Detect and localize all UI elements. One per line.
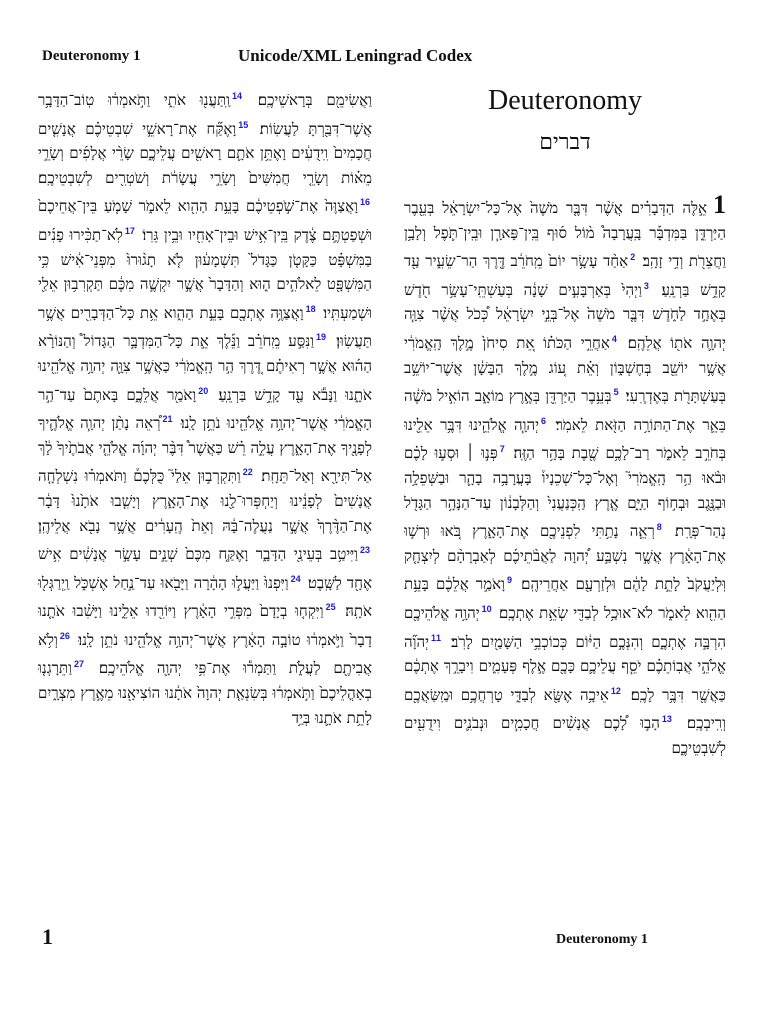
verse-number: 2 <box>630 252 636 263</box>
verse-number: 24 <box>290 573 301 584</box>
verse-number: 8 <box>656 522 662 533</box>
verse-text: פְּנ֣וּ ׀ וּסְע֣וּ לָכֶ֗ם וּבֹ֨אוּ הַ֥ר הָֽאֱמֹרִי֮ וְאֶל־כָּל־שְׁכֵנָיו֒ בָּעֲרָבָ֥ה בָהָ֛ר וּבַשְּׁפֵלָ֥ה וּבַנֶּ֖גֶב וּבְח֣וֹף הַיָּ֑ם אֶ֤רֶץ הַֽכְּנַעֲנִי֙ וְהַלְּבָנ֔וֹן עַד־הַנָּהָ֥ר הַגָּדֹ֖ל נְהַר־פְּרָֽת׃ <box>404 444 726 541</box>
verse-number: 23 <box>359 545 370 556</box>
verse-number: 10 <box>481 603 492 614</box>
verse-number: 5 <box>613 387 619 398</box>
book-title-english: Deuteronomy <box>488 85 642 116</box>
verse-text: וְלֹ֥א אֲבִיתֶ֖ם לַעֲלֹ֑ת וַתַּמְר֕וּ אֶת־פִּ֥י יְהוָ֖ה אֱלֹהֵיכֶֽם׃ <box>38 630 372 678</box>
verse-text: אַחֲרֵ֣י הַכֹּת֗וֹ אֵ֚ת סִיחֹן֙ מֶ֣לֶךְ הָֽאֱמֹרִ֔י אֲשֶׁ֥ר יוֹשֵׁ֖ב בְּחֶשְׁבּ֑וֹן וְאֵ֗ת ע֚וֹג מֶ֣לֶךְ הַבָּשָׁ֔ן אֲשֶׁר־יוֹשֵׁ֥ב בְּעַשְׁתָּרֹ֖ת בְּאֶדְרֶֽעִי׃ <box>404 333 726 406</box>
verse-text: וַתֵּרָגְנ֤וּ בְאָהֳלֵיכֶם֙ וַתֹּ֣אמְר֔וּ בְּשִׂנְאַ֤ת יְהוָה֙ אֹתָ֔נוּ הוֹצִיאָ֖נוּ מֵאֶ֣רֶץ מִצְרָ֑יִם לָתֵ֥ת אֹתָ֛נוּ בְּיַ֥ד <box>38 659 372 727</box>
running-header-codex: Unicode/XML Leningrad Codex <box>238 46 473 65</box>
verse-text: וַנִּסַּ֣ע מֵֽחֹרֵ֗ב וַנֵּ֡לֶךְ אֵ֣ת כָּל־הַמִּדְבָּ֣ר הַגָּדוֹל֩ וְהַנּוֹרָ֨א הַה֜וּא אֲשֶׁ֣ר רְאִיתֶ֗ם דֶּ֚רֶךְ הַ֣ר הָֽאֱמֹרִ֔י כַּאֲשֶׁ֥ר צִוָּ֛ה יְהוָ֥ה אֱלֹהֵ֖ינוּ אֹתָ֑נוּ וַנָּבֹ֕א עַ֖ד קָדֵ֥שׁ בַּרְנֵֽעַ׃ <box>38 332 372 404</box>
verse-text: וַיִּפְנוּ֙ וַיַּעֲל֣וּ הָהָ֔רָה וַיָּבֹ֖אוּ עַד־נַ֣חַל אֶשְׁכֹּ֑ל וַֽיְרַגְּל֖וּ אֹתָֽהּ׃ <box>38 573 372 621</box>
chapter-number: 1 <box>713 190 726 219</box>
verse-text: וָאֲצַוֶּ֥ה אֶתְכֶ֖ם בָּעֵ֣ת הַהִ֑וא אֵ֥ת כָּל־הַדְּבָרִ֖ים אֲשֶׁ֥ר תַּעֲשֽׂוּן׃ <box>38 303 372 351</box>
verse-number: 16 <box>359 197 370 208</box>
running-header-book: Deuteronomy 1 <box>42 48 141 64</box>
verse-number: 21 <box>162 414 173 425</box>
verse-number: 4 <box>611 333 617 344</box>
verse-number: 19 <box>316 332 327 343</box>
verse-text: הָב֣וּ לָ֠כֶם אֲנָשִׁ֨ים חֲכָמִ֧ים וּנְבֹנִ֛ים וִידֻעִ֖ים לְשִׁבְטֵיכֶ֑ם <box>404 714 726 757</box>
verse-text: רְאֵ֛ה נָתַ֥תִּי לִפְנֵיכֶ֖ם אֶת־הָאָ֑רֶץ בֹּ֚אוּ וּרְשׁ֣וּ אֶת־הָאָ֔רֶץ אֲשֶׁ֣ר נִשְׁבַּ֣ע יְ֠הוָה לַאֲבֹ֨תֵיכֶ֜ם לְאַבְרָהָ֨ם לְיִצְחָ֤ק וּֽלְיַעֲקֹב֙ לָתֵ֣ת לָהֶ֔ם וּלְזַרְעָ֖ם אַחֲרֵיהֶֽם׃ <box>404 522 726 594</box>
verse-text: רְ֠אֵה נָתַ֨ן יְהוָ֧ה אֱלֹהֶ֛יךָ לְפָנֶ֖יךָ אֶת־הָאָ֑רֶץ עֲלֵ֣ה רֵ֗שׁ כַּאֲשֶׁר֩ דִּבֶּ֨ר יְהוָ֜ה אֱלֹהֵ֤י אֲבֹתֶ֙יךָ֙ לָ֔ךְ אַל־תִּירָ֖א וְאַל־תֵּחָֽת׃ <box>38 414 372 486</box>
verse-number: 27 <box>74 659 85 670</box>
verse-number: 9 <box>506 575 512 586</box>
text-column-right <box>404 190 726 760</box>
verse-number: 18 <box>305 303 316 314</box>
book-title-hebrew: דברים <box>539 130 591 155</box>
verse-number: 12 <box>610 685 621 696</box>
verse-text: וַיִּקְח֤וּ בְיָדָם֙ מִפְּרִ֣י הָאָ֔רֶץ וַיּוֹרִ֖דוּ אֵלֵ֑ינוּ וַיָּשִׁ֨בוּ אֹתָ֤נוּ דָבָר֙ וַיֹּ֣אמְר֔וּ טוֹבָ֣ה הָאָ֔רֶץ אֲשֶׁר־יְהוָ֥ה אֱלֹהֵ֖ינוּ נֹתֵ֥ן לָֽנוּ׃ <box>38 602 372 649</box>
verse-number: 15 <box>238 119 249 130</box>
verse-text: וָאֹמַ֣ר אֲלֵכֶ֔ם בָּעֵ֥ת הַהִ֖וא לֵאמֹ֑ר לֹא־אוּכַ֥ל לְבַדִּ֖י שְׂאֵ֥ת אֶתְכֶֽם׃ <box>404 575 726 622</box>
verse-text: יְהוָ֧ה אֱלֹהֵ֛ינוּ דִּבֶּ֥ר אֵלֵ֖ינוּ בְּחֹרֵ֣ב לֵאמֹ֑ר רַב־לָכֶ֥ם שֶׁ֖בֶת בָּהָ֥ר הַזֶּֽה׃ <box>404 415 726 463</box>
page-number: 1 <box>42 924 53 949</box>
verse-text: אַחַ֨ד עָשָׂ֥ר יוֹם֙ מֵֽחֹרֵ֔ב דֶּ֖רֶךְ הַר־שֵׂעִ֑יר עַ֖ד קָדֵ֥שׁ בַּרְנֵֽעַ׃ <box>404 252 726 299</box>
verse-number: 26 <box>59 630 70 641</box>
verse-text: אֵ֣לֶּה הַדְּבָרִ֗ים אֲשֶׁ֨ר דִּבֶּ֤ר מֹשֶׁה֙ אֶל־כָּל־יִשְׂרָאֵ֔ל בְּעֵ֖בֶר הַיַּרְדֵּ֑ן בַּמִּדְבָּ֡ר בָּֽעֲרָבָה֩ מ֨וֹל ס֜וּף בֵּֽין־פָּארָ֧ן וּבֵֽין־תֹּ֛פֶל וְלָבָ֥ן וַחֲצֵרֹ֖ת וְדִ֥י זָהָֽב׃ <box>404 199 726 271</box>
verse-number: 13 <box>661 714 672 725</box>
verse-text: וַיִּיטַ֥ב בְּעֵינַ֖י הַדָּבָ֑ר וָאֶקַּ֤ח מִכֶּם֙ שְׁנֵ֣ים עָשָׂ֣ר אֲנָשִׁ֔ים אִ֥ישׁ אֶחָ֖ד לַשָּֽׁבֶט׃ <box>38 545 372 592</box>
running-footer-book: Deuteronomy 1 <box>556 932 648 947</box>
verse-text: יְהוָ֞ה אֱלֹהֵ֣י אֲבֽוֹתֵכֶ֗ם יֹסֵ֧ף עֲלֵיכֶ֛ם כָּכֶ֖ם אֶ֣לֶף פְּעָמִ֑ים וִיבָרֵ֣ךְ אֶתְכֶ֔ם כַּאֲשֶׁ֖ר דִּבֶּ֥ר לָכֶֽם׃ <box>404 632 726 704</box>
verse-text: יְהוָ֥ה אֱלֹהֵיכֶ֖ם הִרְבָּ֣ה אֶתְכֶ֑ם וְהִנְּכֶ֣ם הַיּ֔וֹם כְּכוֹכְבֵ֥י הַשָּׁמַ֖יִם לָרֹֽב׃ <box>404 603 726 651</box>
verse-number: 6 <box>541 415 547 426</box>
verse-number: 11 <box>431 632 442 643</box>
verse-text: וַֽתַּעֲנ֖וּ אֹתִ֑י וַתֹּ֣אמְר֔וּ טֽוֹב־הַדָּבָ֥ר אֲשֶׁר־דִּבַּ֖רְתָּ לַעֲשֽׂוֹת׃ <box>38 91 372 138</box>
verse-number: 14 <box>231 91 242 101</box>
verse-number: 22 <box>242 467 253 478</box>
verse-number: 3 <box>643 280 649 291</box>
verse-text: וַאֲשִׂימֵ֖ם בְּרָאשֵׁיכֶֽם׃ <box>257 91 372 109</box>
verse-text: בְּעֵ֥בֶר הַיַּרְדֵּ֖ן בְּאֶ֣רֶץ מוֹאָ֑ב הוֹאִ֣יל מֹשֶׁ֔ה בֵּאֵ֛ר אֶת־הַתּוֹרָ֥ה הַזֹּ֖את לֵאמֹֽר׃ <box>404 387 726 434</box>
verse-number: 20 <box>198 385 209 396</box>
verse-text: אֵיכָ֥ה אֶשָּׂ֖א לְבַדִּ֑י טָרְחֲכֶ֥ם וּמַֽשַּׂאֲכֶ֖ם וְרִֽיבְכֶֽם׃ <box>404 685 726 733</box>
verse-text: וַתִּקְרְב֣וּן אֵלַי֮ כֻּלְּכֶם֒ וַתֹּאמְר֗וּ נִשְׁלְחָ֤ה אֲנָשִׁים֙ לְפָנֵ֔ינוּ וְיַחְפְּרוּ־לָ֖נוּ אֶת־הָאָ֑רֶץ וְיָשִׁ֤בוּ אֹתָ֙נוּ֙ דָּבָ֔ר אֶת־הַדֶּ֨רֶךְ֙ אֲשֶׁ֣ר נַעֲלֶה־בָּ֔הּ וְאֵת֙ הֶֽעָרִ֔ים אֲשֶׁ֥ר נָבֹ֖א אֲלֵיהֶֽן׃ <box>38 467 372 535</box>
verse-text: וָאֶקַּ֞ח אֶת־רָאשֵׁ֣י שִׁבְטֵיכֶ֗ם אֲנָשִׁ֤ים חֲכָמִים֙ וִֽידֻעִ֔ים וָאֶתֵּ֥ן אֹתָ֛ם רָאשִׁ֖ים עֲלֵיכֶ֑ם שָׂרֵ֨י אֲלָפִ֜ים וְשָׂרֵ֣י מֵא֗וֹת וְשָׂרֵ֤י חֲמִשִּׁים֙ וְשָׂרֵ֣י עֲשָׂרֹ֔ת וְשֹׁטְרִ֖ים לְשִׁבְטֵיכֶֽם׃ <box>38 119 372 187</box>
verse-text: וָאֹמַ֖ר אֲלֵכֶ֑ם בָּאתֶם֙ עַד־הַ֣ר הָאֱמֹרִ֔י אֲשֶׁר־יְהוָ֥ה אֱלֹהֵ֖ינוּ נֹתֵ֥ן לָֽנוּ׃ <box>38 385 373 433</box>
verse-text: וָאֲצַוֶּה֙ אֶת־שֹׁ֣פְטֵיכֶ֔ם בָּעֵ֥ת הַהִ֖וא לֵאמֹ֑ר שָׁמֹ֤עַ בֵּין־אֲחֵיכֶם֙ וּשְׁפַטְתֶּ֣ם צֶ֔דֶק בֵּֽין־אִ֥ישׁ וּבֵין־אָחִ֖יו וּבֵ֥ין גֵּרֽוֹ׃ <box>38 197 372 244</box>
text-column-left <box>38 84 372 730</box>
verse-number: 25 <box>325 602 336 613</box>
verse-text: לֹֽא־תַכִּ֨ירוּ פָנִ֜ים בַּמִּשְׁפָּ֗ט כַּקָּטֹ֤ן כַּגָּדֹל֙ תִּשְׁמָע֔וּן לֹ֤א תָג֨וּרוּ֙ מִפְּנֵי־אִ֔ישׁ כִּ֥י הַמִּשְׁפָּ֖ט לֵאלֹהִ֣ים ה֑וּא וְהַדָּבָר֙ אֲשֶׁ֣ר יִקְשֶׁ֣ה מִכֶּ֔ם תַּקְרִב֥וּן אֵלַ֖י וּשְׁמַעְתִּֽיו׃ <box>38 225 372 322</box>
verse-number: 17 <box>124 225 135 236</box>
verse-number: 7 <box>499 444 505 455</box>
verse-text: וַיְהִי֙ בְּאַרְבָּעִ֣ים שָׁנָ֔ה בְּעַשְׁתֵּֽי־עָשָׂ֥ר חֹ֖דֶשׁ בְּאֶחָ֣ד לַחֹ֑דֶשׁ דִּבֶּ֤ר מֹשֶׁה֙ אֶל־בְּנֵ֣י יִשְׂרָאֵ֔ל כְּ֠כֹל אֲשֶׁ֨ר צִוָּ֧ה יְהוָ֛ה אֹת֖וֹ אֲלֵהֶֽם׃ <box>404 280 726 352</box>
